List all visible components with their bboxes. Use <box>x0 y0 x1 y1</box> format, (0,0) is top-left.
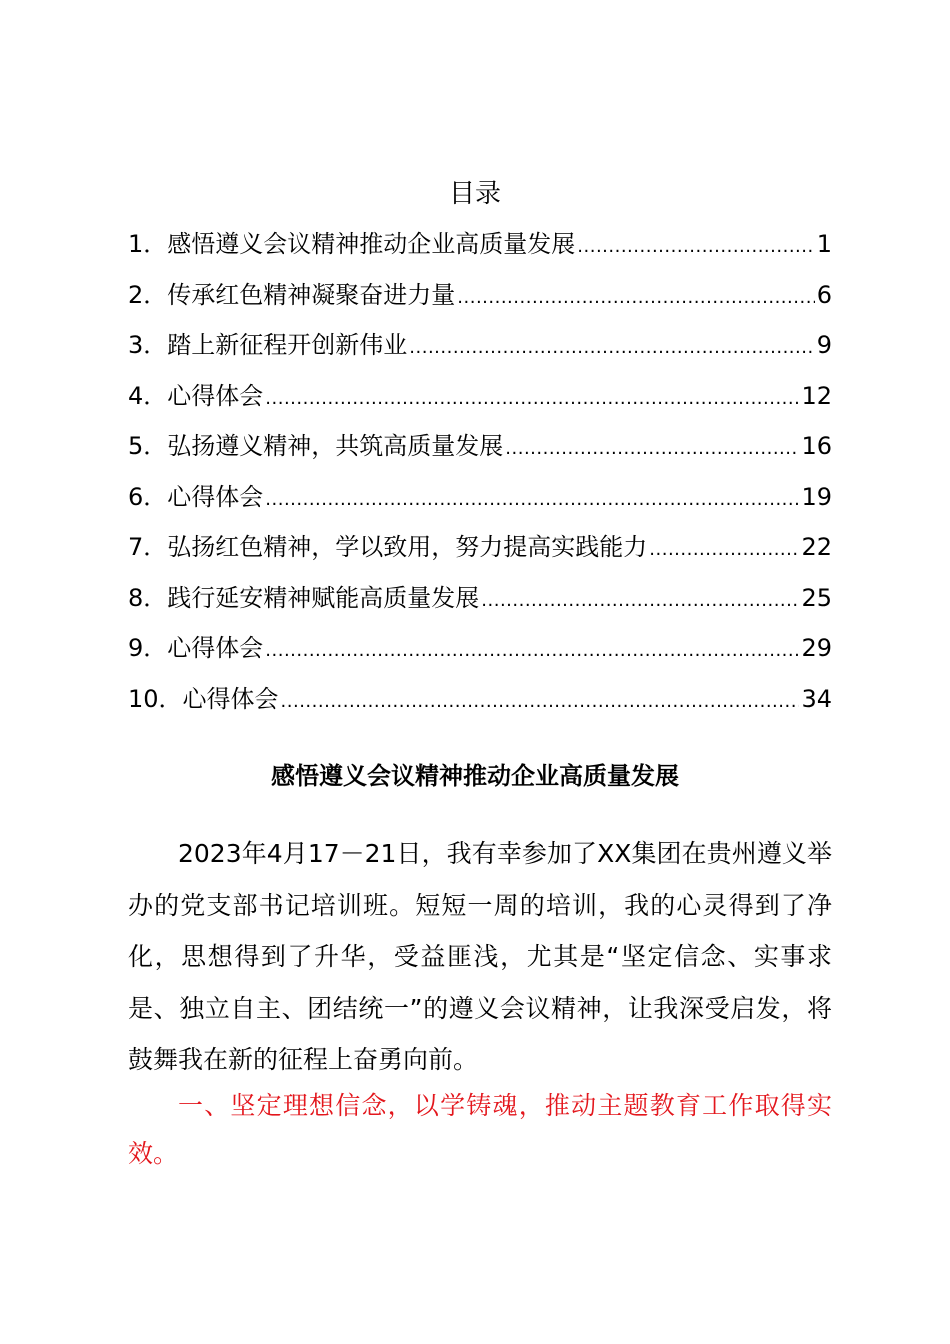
toc-entry-label: 踏上新征程开创新伟业 <box>167 331 408 359</box>
toc-entry[interactable] <box>128 426 832 477</box>
toc-entry-number: 1． <box>128 230 168 258</box>
toc-entry-number: 3． <box>128 331 168 359</box>
toc-dot-leader <box>409 328 814 368</box>
toc-dot-leader <box>481 581 799 621</box>
toc-entry[interactable] <box>128 275 832 326</box>
toc-entry-page: 25 <box>801 583 832 612</box>
article-title: 感悟遵义会议精神推动企业高质量发展 <box>271 762 679 790</box>
toc-entry-label: 心得体会 <box>167 634 264 662</box>
toc-entry-page: 29 <box>801 634 832 662</box>
toc-entry[interactable] <box>128 527 832 578</box>
section-heading: 一、坚定理想信念，以学铸魂，推动主题教育工作取得实效。 <box>128 1091 832 1168</box>
toc-entry-page: 9 <box>816 331 832 359</box>
toc-entry-number: 8． <box>128 583 168 612</box>
toc-entry-label: 心得体会 <box>182 684 279 713</box>
toc-title: 目录 <box>448 179 501 209</box>
toc-dot-leader <box>265 480 799 520</box>
toc-entry-label: 传承红色精神凝聚奋进力量 <box>167 280 456 309</box>
toc-entry-number: 2． <box>128 280 168 309</box>
toc-entry-page: 34 <box>801 684 832 713</box>
toc-entry-number: 9． <box>128 634 168 662</box>
toc-entry-page: 1 <box>816 230 832 258</box>
toc-entry-page: 22 <box>801 533 832 561</box>
toc-entry-label: 心得体会 <box>167 482 264 511</box>
body-paragraph: 2023年4月17－21日，我有幸参加了XX集团在贵州遵义举办的党支部书记培训班。短短一周的培训，我的心灵得到了净化，思想得到了升华，受益匪浅，尤其是“坚定信念、实事求是、独立自主、团结统一”的遵义会议精神，让我深受启发，将鼓舞我在新的征程上奋勇向前。 <box>128 839 832 1074</box>
toc-dot-leader <box>265 631 799 671</box>
toc-dot-leader <box>265 379 799 419</box>
toc-entry-label: 践行延安精神赋能高质量发展 <box>167 583 480 612</box>
toc-dot-leader <box>649 530 799 570</box>
toc-entry[interactable] <box>128 376 832 427</box>
toc-entry-page: 19 <box>801 482 832 511</box>
table-of-contents <box>128 224 832 729</box>
toc-entry-number: 7． <box>128 533 168 561</box>
toc-entry[interactable] <box>128 679 832 730</box>
toc-entry[interactable] <box>128 224 832 275</box>
toc-entry-number: 4． <box>128 381 168 410</box>
toc-entry-label: 心得体会 <box>167 381 264 410</box>
toc-entry-number: 10． <box>128 684 183 713</box>
toc-entry-number: 5． <box>128 432 168 460</box>
toc-entry-label: 弘扬遵义精神，共筑高质量发展 <box>167 432 504 460</box>
toc-entry-label: 感悟遵义会议精神推动企业高质量发展 <box>167 230 576 258</box>
toc-entry[interactable] <box>128 325 832 376</box>
toc-entry-page: 6 <box>816 280 832 309</box>
toc-dot-leader <box>457 278 814 318</box>
toc-dot-leader <box>505 429 799 469</box>
toc-dot-leader <box>577 227 814 267</box>
toc-entry-page: 16 <box>801 432 832 460</box>
toc-entry[interactable] <box>128 628 832 679</box>
toc-dot-leader <box>281 682 800 722</box>
toc-entry-label: 弘扬红色精神，学以致用，努力提高实践能力 <box>167 533 648 561</box>
toc-entry[interactable] <box>128 578 832 629</box>
toc-entry-page: 12 <box>801 381 832 410</box>
toc-entry[interactable] <box>128 477 832 528</box>
toc-entry-number: 6． <box>128 482 168 511</box>
